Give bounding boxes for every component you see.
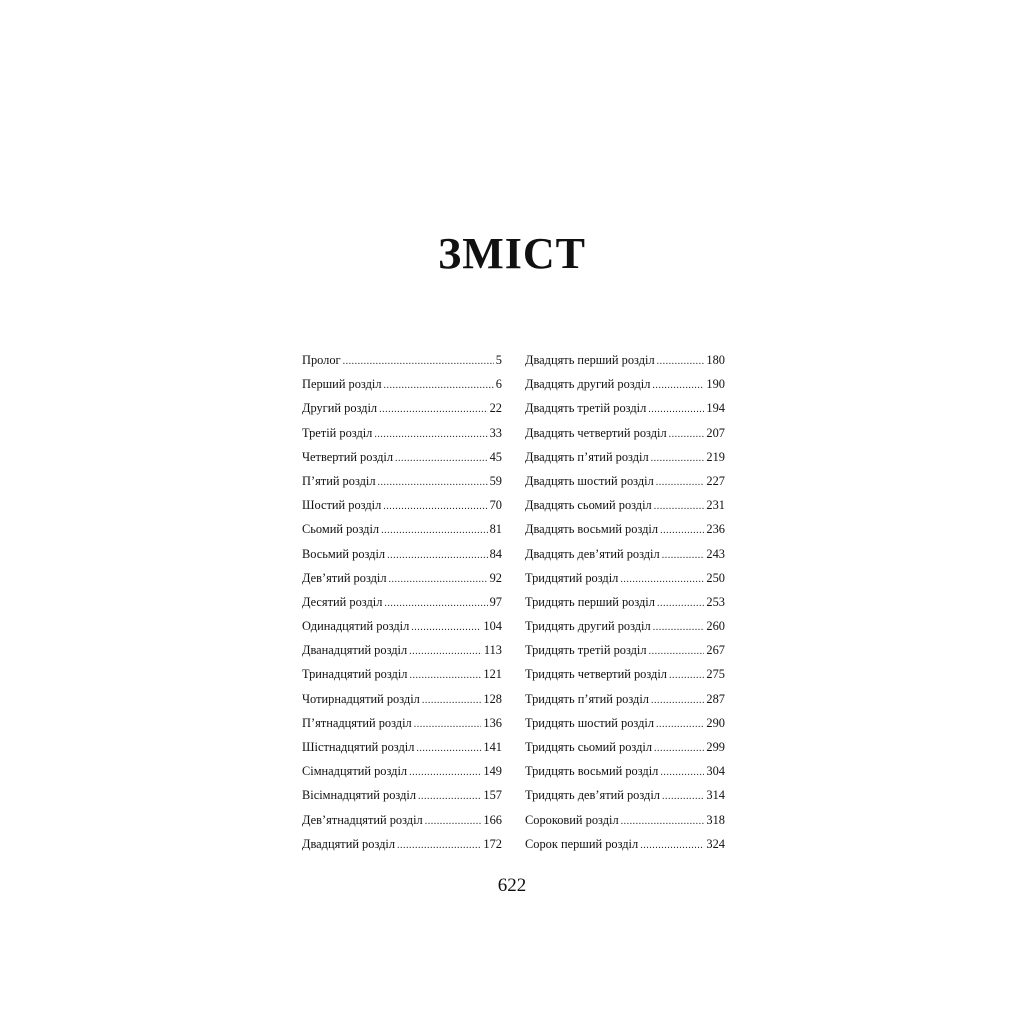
toc-entry-title: Третій розділ — [302, 425, 373, 440]
toc-entry-title: Тринадцятий розділ — [302, 667, 408, 682]
toc-entry-page: 6 — [495, 377, 502, 392]
toc-dot-leader — [389, 568, 488, 590]
toc-dot-leader — [411, 616, 481, 638]
toc-entry-page: 190 — [706, 377, 725, 392]
toc-entry-page: 70 — [489, 498, 502, 513]
toc-entry-title: Двадцять третій розділ — [525, 401, 647, 416]
toc-entry[interactable] — [302, 832, 502, 856]
toc-dot-leader — [422, 689, 482, 711]
toc-dot-leader — [653, 616, 705, 638]
toc-entry[interactable] — [525, 614, 725, 638]
toc-dot-leader — [374, 423, 487, 445]
toc-entry-title: Дванадцятий розділ — [302, 643, 408, 658]
toc-dot-leader — [343, 350, 494, 372]
toc-entry[interactable] — [525, 687, 725, 711]
toc-entry[interactable] — [525, 783, 725, 807]
toc-dot-leader — [409, 664, 481, 686]
toc-right-column — [525, 348, 725, 856]
toc-entry[interactable] — [525, 445, 725, 469]
toc-dot-leader — [656, 471, 705, 493]
toc-entry-page: 253 — [706, 594, 725, 609]
toc-entry-page: 81 — [489, 522, 502, 537]
toc-dot-leader — [620, 568, 704, 590]
toc-entry-page: 275 — [706, 667, 725, 682]
toc-entry[interactable] — [525, 662, 725, 686]
toc-dot-leader — [662, 785, 704, 807]
toc-entry-title: Вісімнадцятий розділ — [302, 788, 417, 803]
toc-dot-leader — [409, 761, 481, 783]
toc-entry[interactable] — [525, 396, 725, 420]
toc-dot-leader — [621, 810, 705, 832]
toc-entry[interactable] — [525, 638, 725, 662]
toc-entry-page: 299 — [706, 740, 725, 754]
toc-entry-page: 22 — [489, 401, 502, 416]
toc-entry-title: Двадцять перший розділ — [525, 353, 655, 367]
toc-entry[interactable] — [525, 832, 725, 856]
toc-dot-leader — [378, 471, 488, 493]
toc-entry[interactable] — [525, 566, 725, 590]
toc-entry-page: 92 — [489, 570, 502, 585]
toc-entry-title: П’ятнадцятий розділ — [302, 715, 412, 730]
toc-entry[interactable] — [525, 542, 725, 566]
toc-entry[interactable] — [302, 808, 502, 832]
toc-entry-title: Сорок перший розділ — [525, 836, 639, 851]
toc-entry-title: Тридцятий розділ — [525, 570, 619, 585]
toc-entry[interactable] — [525, 590, 725, 614]
toc-entry-title: Двадцять четвертий розділ — [525, 425, 667, 440]
toc-entry-title: Другий розділ — [302, 401, 378, 416]
toc-entry-title: Сьомий розділ — [302, 522, 380, 537]
toc-entry[interactable] — [302, 735, 502, 759]
toc-entry[interactable] — [302, 542, 502, 566]
toc-entry-page: 149 — [483, 764, 502, 779]
toc-entry[interactable] — [525, 469, 725, 493]
toc-entry-page: 97 — [489, 594, 502, 609]
toc-entry[interactable] — [525, 493, 725, 517]
toc-dot-leader — [660, 519, 704, 541]
toc-dot-leader — [654, 495, 705, 517]
toc-entry[interactable] — [302, 493, 502, 517]
toc-entry-title: Чотирнадцятий розділ — [302, 691, 420, 706]
toc-entry-title: П’ятий розділ — [302, 473, 376, 488]
toc-dot-leader — [669, 664, 704, 686]
toc-entry-title: Четвертий розділ — [302, 449, 394, 464]
toc-dot-leader — [660, 761, 704, 783]
toc-entry-title: Сороковий розділ — [525, 812, 619, 827]
toc-entry-title: Двадцять восьмий розділ — [525, 522, 659, 537]
toc-entry-title: Пролог — [302, 353, 341, 367]
toc-entry-page: 5 — [495, 353, 502, 367]
toc-dot-leader — [662, 544, 705, 566]
toc-left-column — [302, 348, 502, 856]
toc-entry-page: 236 — [706, 522, 725, 537]
toc-entry[interactable] — [302, 517, 502, 541]
toc-entry-title: Двадцятий розділ — [302, 836, 396, 851]
toc-dot-leader — [397, 834, 481, 856]
toc-entry-page: 231 — [706, 498, 725, 513]
toc-entry-title: Тридцять дев’ятий розділ — [525, 788, 660, 803]
toc-dot-leader — [384, 374, 494, 396]
toc-dot-leader — [648, 398, 704, 420]
page-title: ЗМІСТ — [438, 229, 586, 278]
toc-dot-leader — [383, 495, 487, 517]
toc-entry-page: 287 — [706, 691, 725, 706]
toc-entry-title: Перший розділ — [302, 377, 382, 392]
toc-entry-title: Тридцять п’ятий розділ — [525, 691, 649, 706]
toc-entry[interactable] — [302, 638, 502, 662]
toc-entry-page: 172 — [483, 836, 502, 851]
toc-entry-page: 45 — [489, 449, 502, 464]
toc-entry-title: Десятий розділ — [302, 594, 383, 609]
toc-dot-leader — [379, 398, 487, 420]
toc-entry-title: Восьмий розділ — [302, 546, 386, 561]
toc-entry-title: Двадцять другий розділ — [525, 377, 651, 392]
toc-entry-page: 121 — [483, 667, 502, 682]
toc-entry[interactable] — [302, 421, 502, 445]
toc-dot-leader — [669, 423, 705, 445]
toc-entry-title: Двадцять дев’ятий розділ — [525, 546, 660, 561]
toc-entry-page: 166 — [483, 812, 502, 827]
toc-entry-title: Шістнадцятий розділ — [302, 740, 415, 754]
toc-entry[interactable] — [302, 590, 502, 614]
toc-dot-leader — [381, 519, 488, 541]
toc-entry-page: 33 — [489, 425, 502, 440]
toc-entry-title: Тридцять восьмий розділ — [525, 764, 659, 779]
toc-dot-leader — [652, 374, 704, 396]
toc-entry-page: 260 — [706, 619, 725, 634]
toc-entry-page: 141 — [483, 740, 502, 754]
toc-entry[interactable] — [302, 614, 502, 638]
toc-entry-title: Двадцять сьомий розділ — [525, 498, 652, 513]
toc-dot-leader — [425, 810, 482, 832]
toc-entry[interactable] — [302, 783, 502, 807]
toc-entry-title: Тридцять третій розділ — [525, 643, 647, 658]
toc-entry-page: 194 — [706, 401, 725, 416]
toc-entry[interactable] — [302, 445, 502, 469]
toc-entry[interactable] — [302, 687, 502, 711]
toc-entry[interactable] — [525, 421, 725, 445]
toc-entry-page: 59 — [489, 473, 502, 488]
toc-entry[interactable] — [302, 662, 502, 686]
toc-entry[interactable] — [525, 517, 725, 541]
toc-dot-leader — [657, 592, 704, 614]
toc-entry-title: Дев’ятнадцятий розділ — [302, 812, 423, 827]
toc-entry-title: Сімнадцятий розділ — [302, 764, 408, 779]
toc-entry[interactable] — [525, 348, 725, 372]
toc-entry[interactable] — [525, 711, 725, 735]
toc-dot-leader — [416, 737, 481, 759]
toc-entry-title: Двадцять п’ятий розділ — [525, 449, 649, 464]
toc-entry-title: Одинадцятий розділ — [302, 619, 410, 634]
toc-dot-leader — [387, 544, 487, 566]
toc-dot-leader — [656, 713, 704, 735]
toc-entry-page: 227 — [706, 473, 725, 488]
toc-dot-leader — [418, 785, 481, 807]
page-number: 622 — [497, 875, 527, 896]
toc-entry-page: 180 — [706, 353, 725, 367]
toc-entry-title: Тридцять сьомий розділ — [525, 740, 653, 754]
toc-entry-title: Тридцять другий розділ — [525, 619, 651, 634]
toc-entry-page: 219 — [706, 449, 725, 464]
toc-entry-page: 243 — [706, 546, 725, 561]
toc-dot-leader — [651, 689, 704, 711]
toc-entry-page: 84 — [489, 546, 502, 561]
toc-dot-leader — [414, 713, 482, 735]
toc-dot-leader — [640, 834, 704, 856]
toc-entry[interactable] — [302, 469, 502, 493]
toc-entry[interactable] — [302, 759, 502, 783]
toc-entry-page: 250 — [706, 570, 725, 585]
toc-entry[interactable] — [525, 808, 725, 832]
toc-entry-page: 157 — [483, 788, 502, 803]
toc-entry-page: 207 — [706, 425, 725, 440]
toc-entry-page: 104 — [483, 619, 502, 634]
toc-entry-title: Дев’ятий розділ — [302, 570, 387, 585]
toc-entry[interactable] — [302, 566, 502, 590]
toc-entry[interactable] — [525, 372, 725, 396]
toc-entry-page: 314 — [706, 788, 725, 803]
toc-entry[interactable] — [525, 735, 725, 759]
toc-entry-title: Тридцять перший розділ — [525, 594, 655, 609]
toc-dot-leader — [649, 640, 705, 662]
toc-entry-page: 318 — [706, 812, 725, 827]
toc-entry-title: Двадцять шостий розділ — [525, 473, 654, 488]
toc-dot-leader — [654, 737, 704, 759]
toc-entry-page: 136 — [483, 715, 502, 730]
toc-entry-page: 290 — [706, 715, 725, 730]
toc-entry-title: Тридцять шостий розділ — [525, 715, 655, 730]
toc-entry-title: Тридцять четвертий розділ — [525, 667, 667, 682]
toc-entry-title: Шостий розділ — [302, 498, 382, 513]
toc-entry-page: 113 — [483, 643, 502, 658]
toc-dot-leader — [409, 640, 482, 662]
toc-entry[interactable] — [302, 711, 502, 735]
toc-entry[interactable] — [302, 372, 502, 396]
toc-entry-page: 267 — [706, 643, 725, 658]
toc-entry[interactable] — [525, 759, 725, 783]
toc-dot-leader — [395, 447, 488, 469]
toc-dot-leader — [651, 447, 705, 469]
toc-entry[interactable] — [302, 396, 502, 420]
toc-dot-leader — [384, 592, 487, 614]
toc-entry-page: 304 — [706, 764, 725, 779]
toc-entry-page: 128 — [483, 691, 502, 706]
toc-entry[interactable] — [302, 348, 502, 372]
toc-entry-page: 324 — [706, 836, 725, 851]
toc-dot-leader — [657, 350, 705, 372]
